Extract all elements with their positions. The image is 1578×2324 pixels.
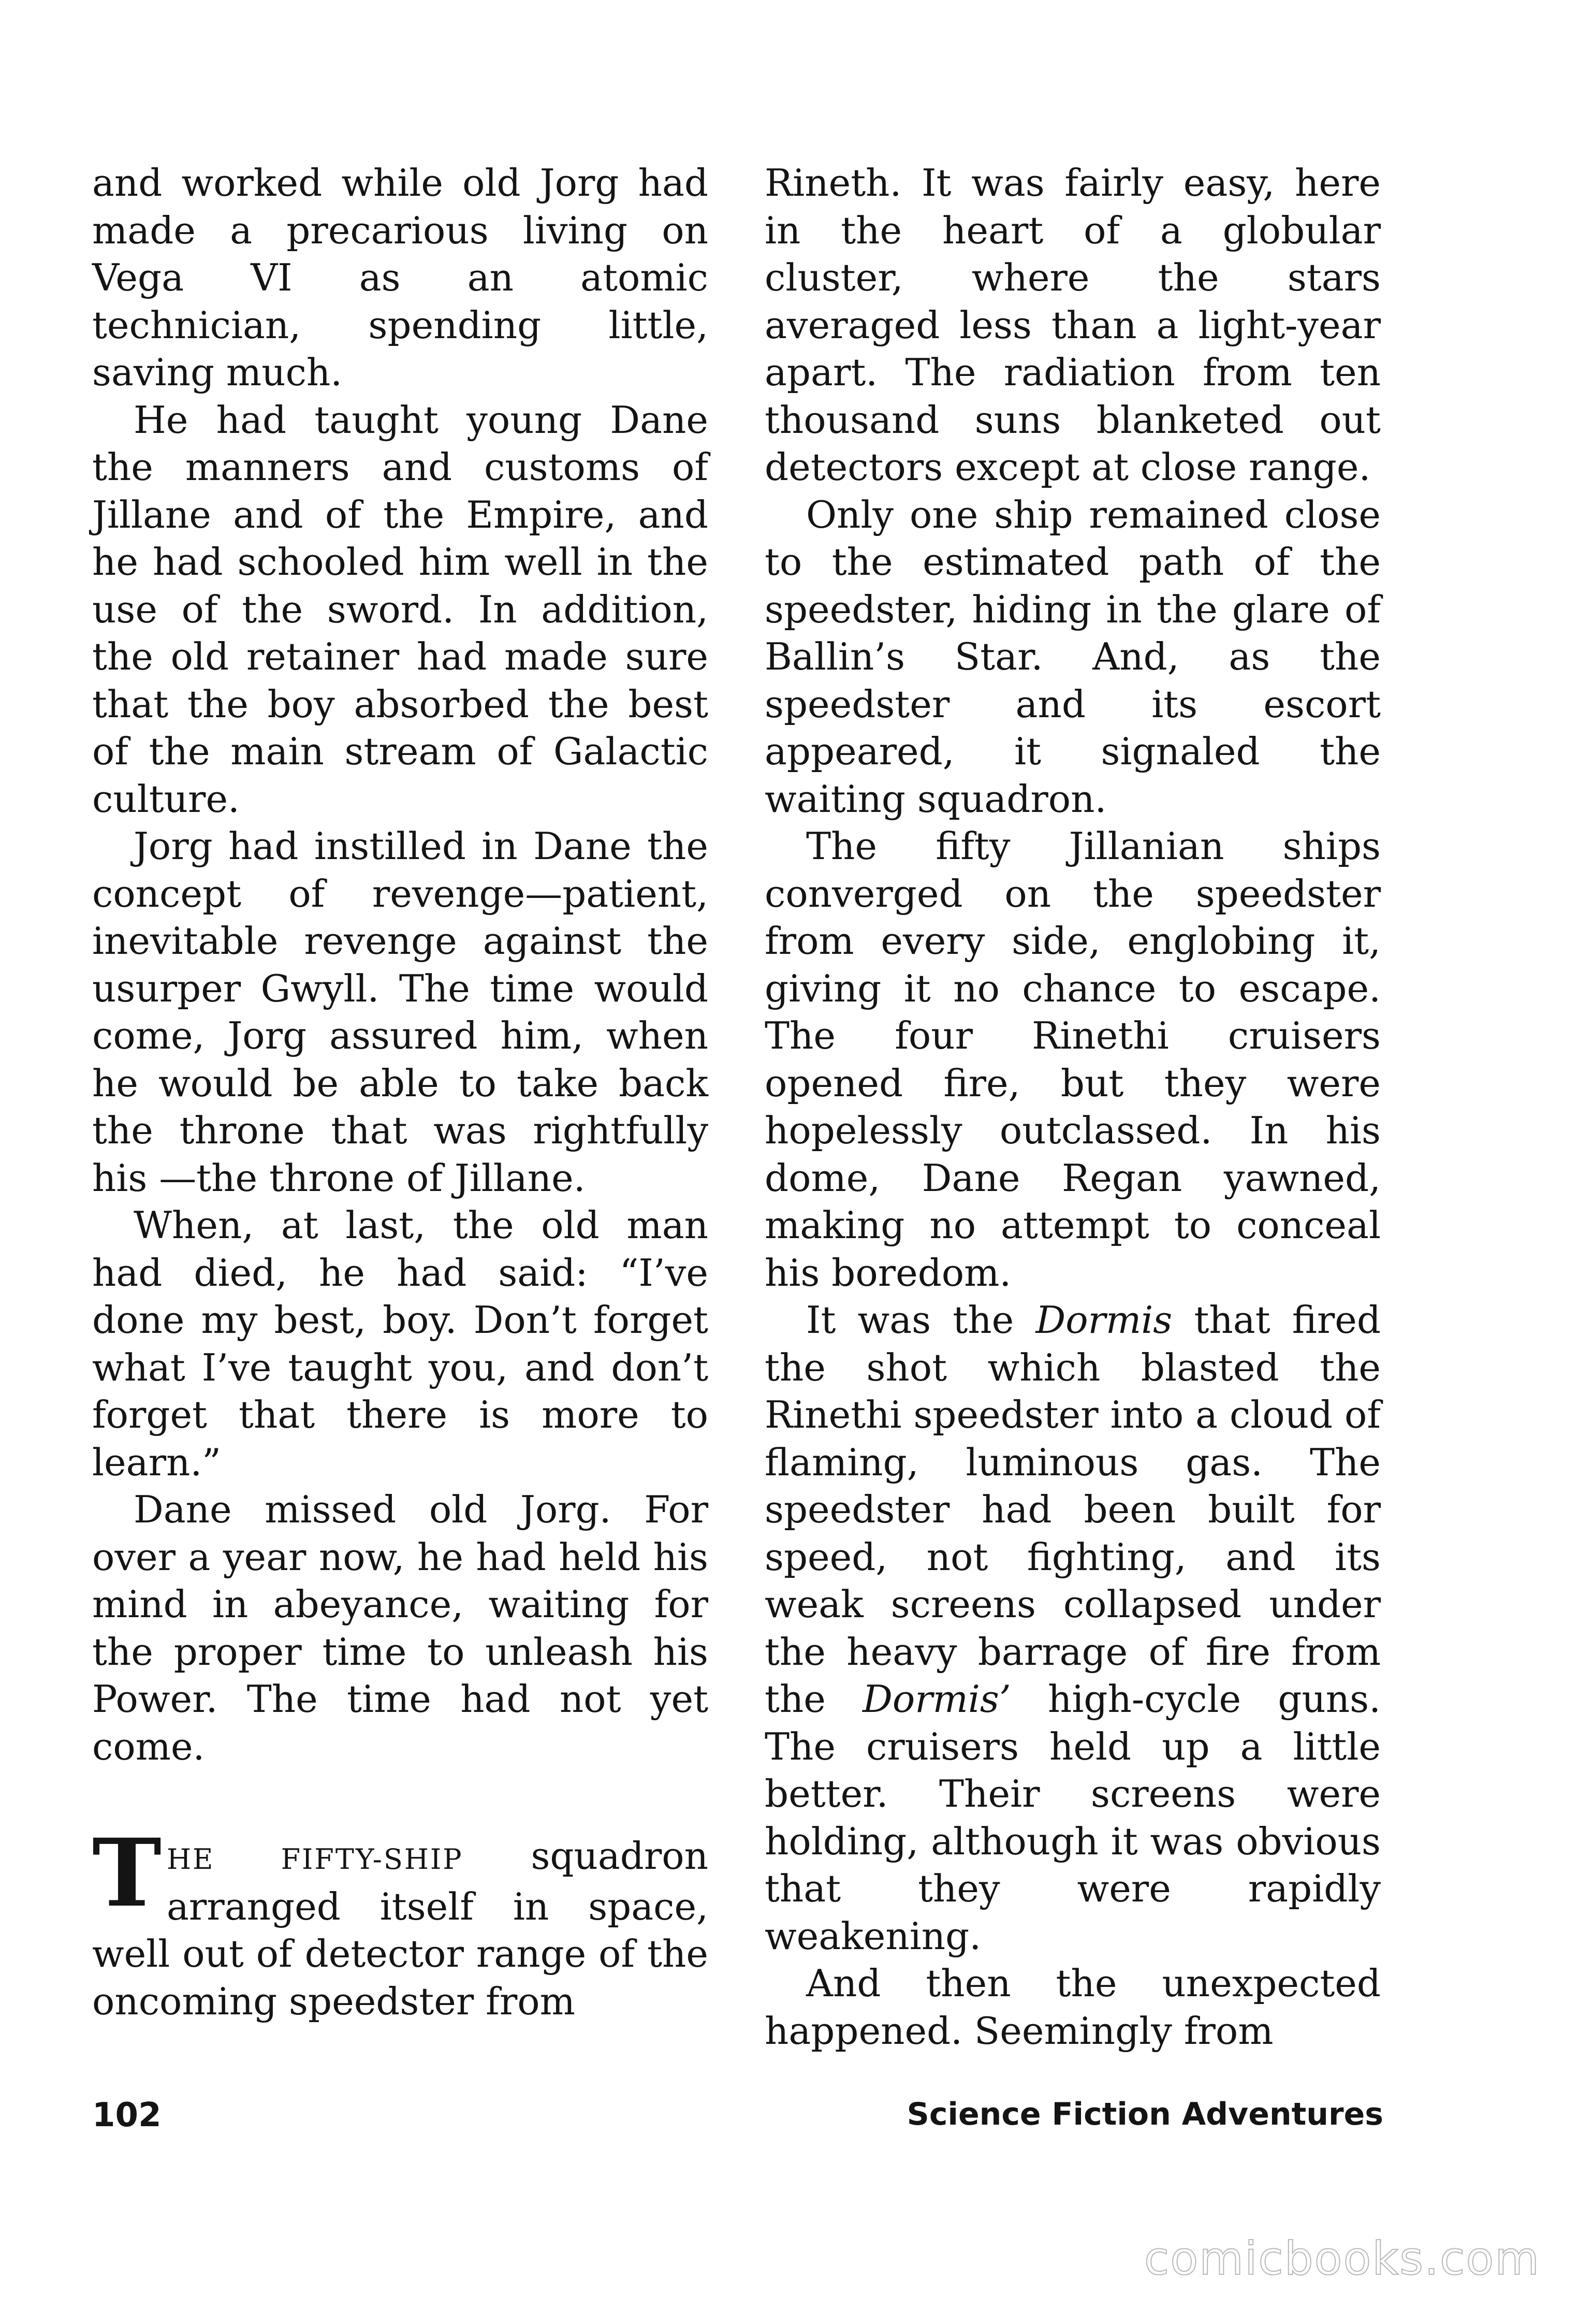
paragraph: Jorg had instilled in Dane the concept of revenge—patient, inevitable revenge against the usurper Gwyll. The time would come, Jorg assured him, when he would be able to take back the throne that was rightfully his —the throne of Jillane. xyxy=(92,824,708,1200)
page-number: 102 xyxy=(92,2096,162,2134)
paragraph: Rineth. It was fairly easy, here in the heart of a globular cluster, where the stars averaged less than a light-year apart. The radiation from ten thousand suns blanketed out detectors except at close range. xyxy=(765,161,1381,489)
ship-name: Dormis’ xyxy=(863,1677,1011,1721)
left-column xyxy=(92,159,708,2025)
paragraph-text: It was the xyxy=(806,1298,1036,1342)
right-column xyxy=(765,159,1381,2055)
paragraph-text: high-cycle guns. The cruisers held up a little better. Their screens were holding, although it was obvious that they were rapidly weakening. xyxy=(765,1677,1381,1958)
paragraph xyxy=(765,1297,1381,1960)
paragraph-text: squadron arranged itself in space, well out of detector range of the oncoming speedster from xyxy=(92,1834,709,2023)
paragraph: The fifty Jillanian ships converged on the speedster from every side, englobing it, giving it no chance to escape. The four Rinethi cruisers opened fire, but they were hopelessly outclassed. In his dome, Dane Regan yawned, making no attempt to conceal his boredom. xyxy=(765,824,1381,1295)
paragraph-text: that fired the shot which blasted the Rinethi speedster into a cloud of flaming, luminous gas. The speedster had been built for speed, not fighting, and its weak screens collapsed under the heavy barrage of fire from the xyxy=(765,1298,1381,1721)
paragraph: Only one ship remained close to the estimated path of the speedster, hiding in the glare of Ballin’s Star. And, as the speedster and its escort appeared, it signaled the waiting squadron. xyxy=(765,492,1381,821)
paragraph: Dane missed old Jorg. For over a year now, he had held his mind in abeyance, waiting for the proper time to unleash his Power. The time had not yet come. xyxy=(92,1488,708,1768)
paragraph: He had taught young Dane the manners and customs of Jillane and of the Empire, and he had schooled him well in the use of the sword. In addition, the old retainer had made sure that the boy absorbed the best of the main stream of Galactic culture. xyxy=(92,398,708,821)
drop-cap: T xyxy=(92,1819,162,1928)
watermark: comicbooks.com xyxy=(1144,2232,1541,2285)
running-title: Science Fiction Adventures xyxy=(907,2096,1383,2132)
small-caps-lead: HE FIFTY-SHIP xyxy=(166,1843,463,1876)
paragraph: And then the unexpected happened. Seemingly from xyxy=(765,1962,1381,2053)
section-start-paragraph xyxy=(92,1819,709,2025)
paragraph: and worked while old Jorg had made a precarious living on Vega VI as an atomic technician, spending little, saving much. xyxy=(92,161,708,394)
ship-name: Dormis xyxy=(1035,1298,1173,1342)
paragraph: When, at last, the old man had died, he had said: “I’ve done my best, boy. Don’t forget what I’ve taught you, and don’t forget that there is more to learn.” xyxy=(92,1203,708,1484)
